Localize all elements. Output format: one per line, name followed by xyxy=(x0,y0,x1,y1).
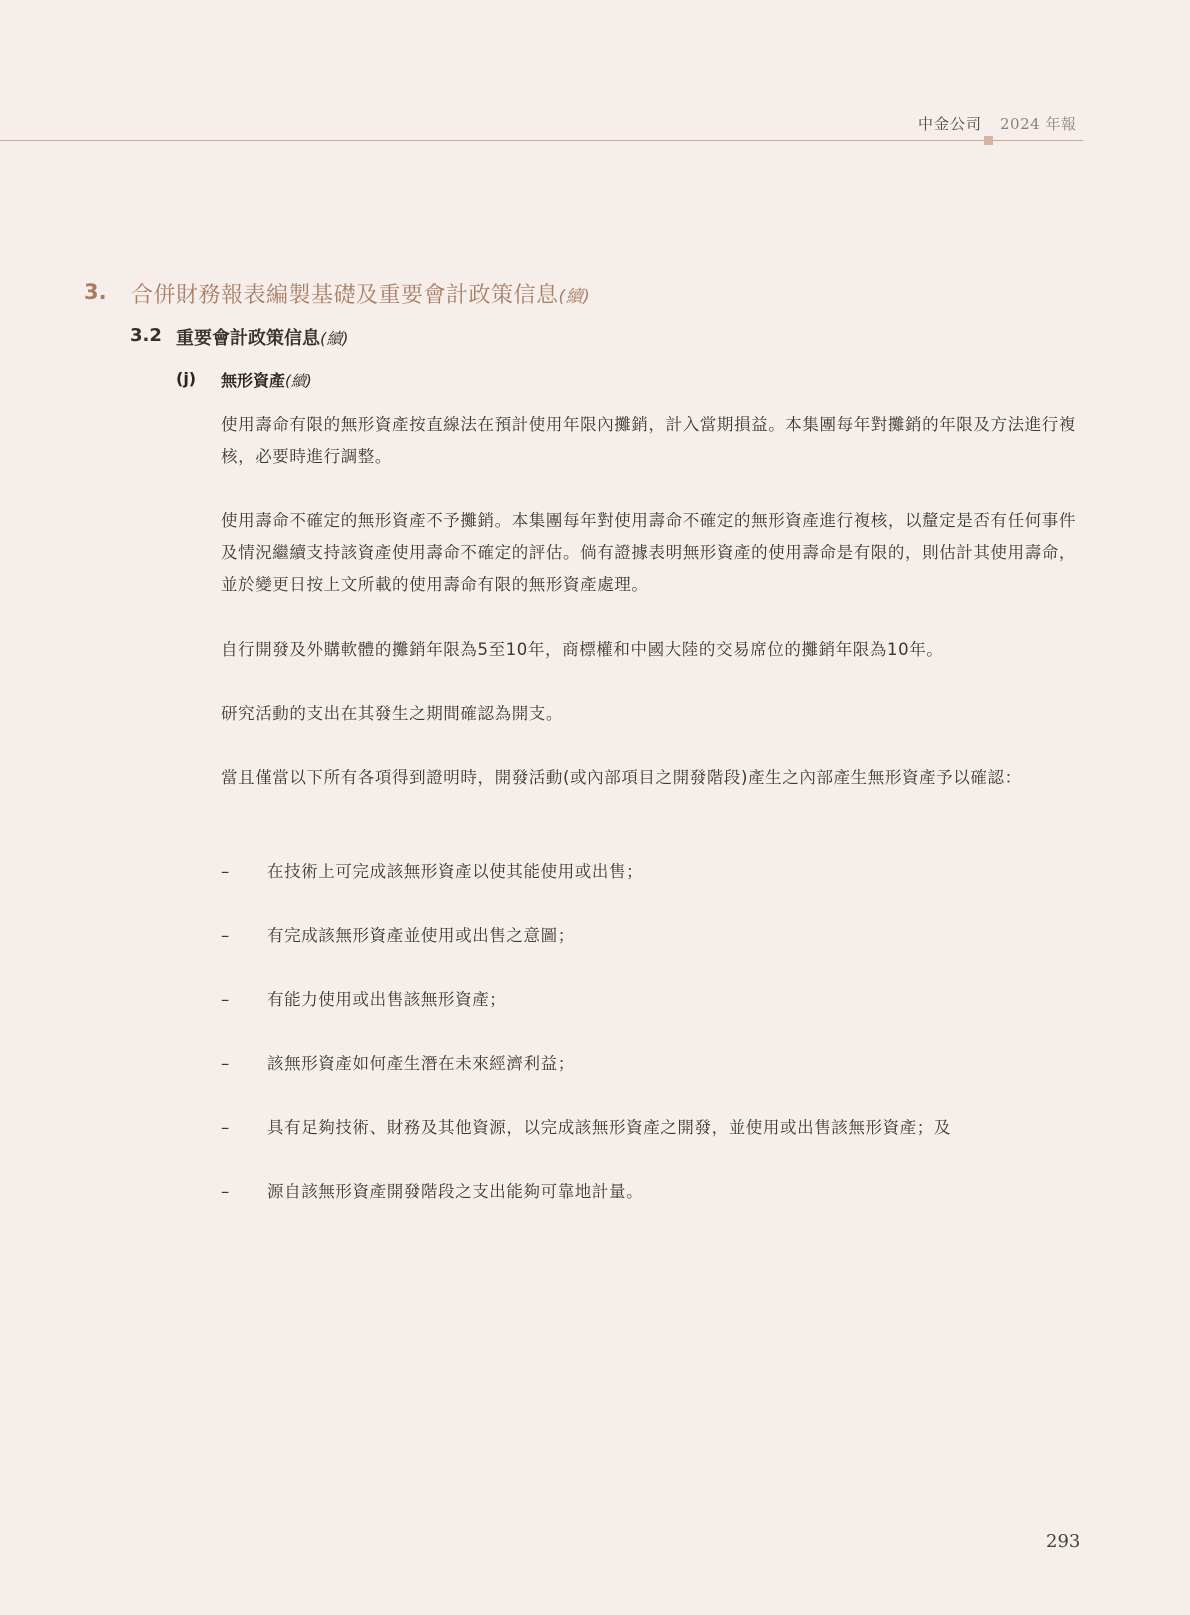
page-number: 293 xyxy=(1046,1531,1081,1552)
bullet-text: 該無形資產如何產生潛在未來經濟利益； xyxy=(267,1054,575,1073)
paragraph: 當且僅當以下所有各項得到證明時，開發活動(或內部項目之開發階段)產生之內部產生無形資產予以確認： xyxy=(221,768,1022,787)
dash-marker: – xyxy=(221,862,230,881)
header-marker xyxy=(984,136,993,145)
item-title xyxy=(221,368,312,391)
bullet-text: 源自該無形資產開發階段之支出能夠可靠地計量。 xyxy=(267,1182,644,1201)
dash-marker: – xyxy=(221,1054,230,1073)
bullet-text: 有完成該無形資產並使用或出售之意圖； xyxy=(267,926,575,945)
section-title xyxy=(131,278,590,309)
section-title-text: 合併財務報表編製基礎及重要會計政策信息 xyxy=(131,283,559,308)
dash-marker: – xyxy=(221,1118,230,1137)
subsection-title-text: 重要會計政策信息 xyxy=(176,328,320,349)
item-label: (j) xyxy=(176,369,197,388)
paragraph: 使用壽命有限的無形資產按直線法在預計使用年限內攤銷，計入當期損益。本集團每年對攤銷的年限及方法進行複核，必要時進行調整。 xyxy=(221,415,1076,466)
header-report-title: 2024 年報 xyxy=(1000,115,1077,133)
section-continued: (續) xyxy=(558,287,591,307)
bullet-text: 有能力使用或出售該無形資產； xyxy=(267,990,507,1009)
dash-marker: – xyxy=(221,926,230,945)
section-number: 3. xyxy=(84,280,107,304)
paragraph: 研究活動的支出在其發生之期間確認為開支。 xyxy=(221,704,563,723)
header-rule xyxy=(0,140,1083,141)
bullet-text: 具有足夠技術、財務及其他資源，以完成該無形資產之開發，並使用或出售該無形資產；及 xyxy=(267,1118,951,1137)
subsection-title xyxy=(176,324,349,350)
header-company: 中金公司 xyxy=(918,115,983,133)
dash-marker: – xyxy=(221,1182,230,1201)
subsection-number: 3.2 xyxy=(130,325,162,346)
item-continued: (續) xyxy=(285,372,312,390)
dash-marker: – xyxy=(221,990,230,1009)
subsection-continued: (續) xyxy=(320,329,349,348)
bullet-text: 在技術上可完成該無形資產以使其能使用或出售； xyxy=(267,862,644,881)
paragraph: 自行開發及外購軟體的攤銷年限為5至10年，商標權和中國大陸的交易席位的攤銷年限為10年。 xyxy=(221,640,944,659)
item-title-text: 無形資產 xyxy=(221,371,286,390)
paragraph: 使用壽命不確定的無形資產不予攤銷。本集團每年對使用壽命不確定的無形資產進行複核，以釐定是否有任何事件及情況繼續支持該資產使用壽命不確定的評估。倘有證據表明無形資產的使用壽命是有限的，則估計其使用壽命，並於變更日按上文所載的使用壽命有限的無形資產處理。 xyxy=(221,511,1076,594)
